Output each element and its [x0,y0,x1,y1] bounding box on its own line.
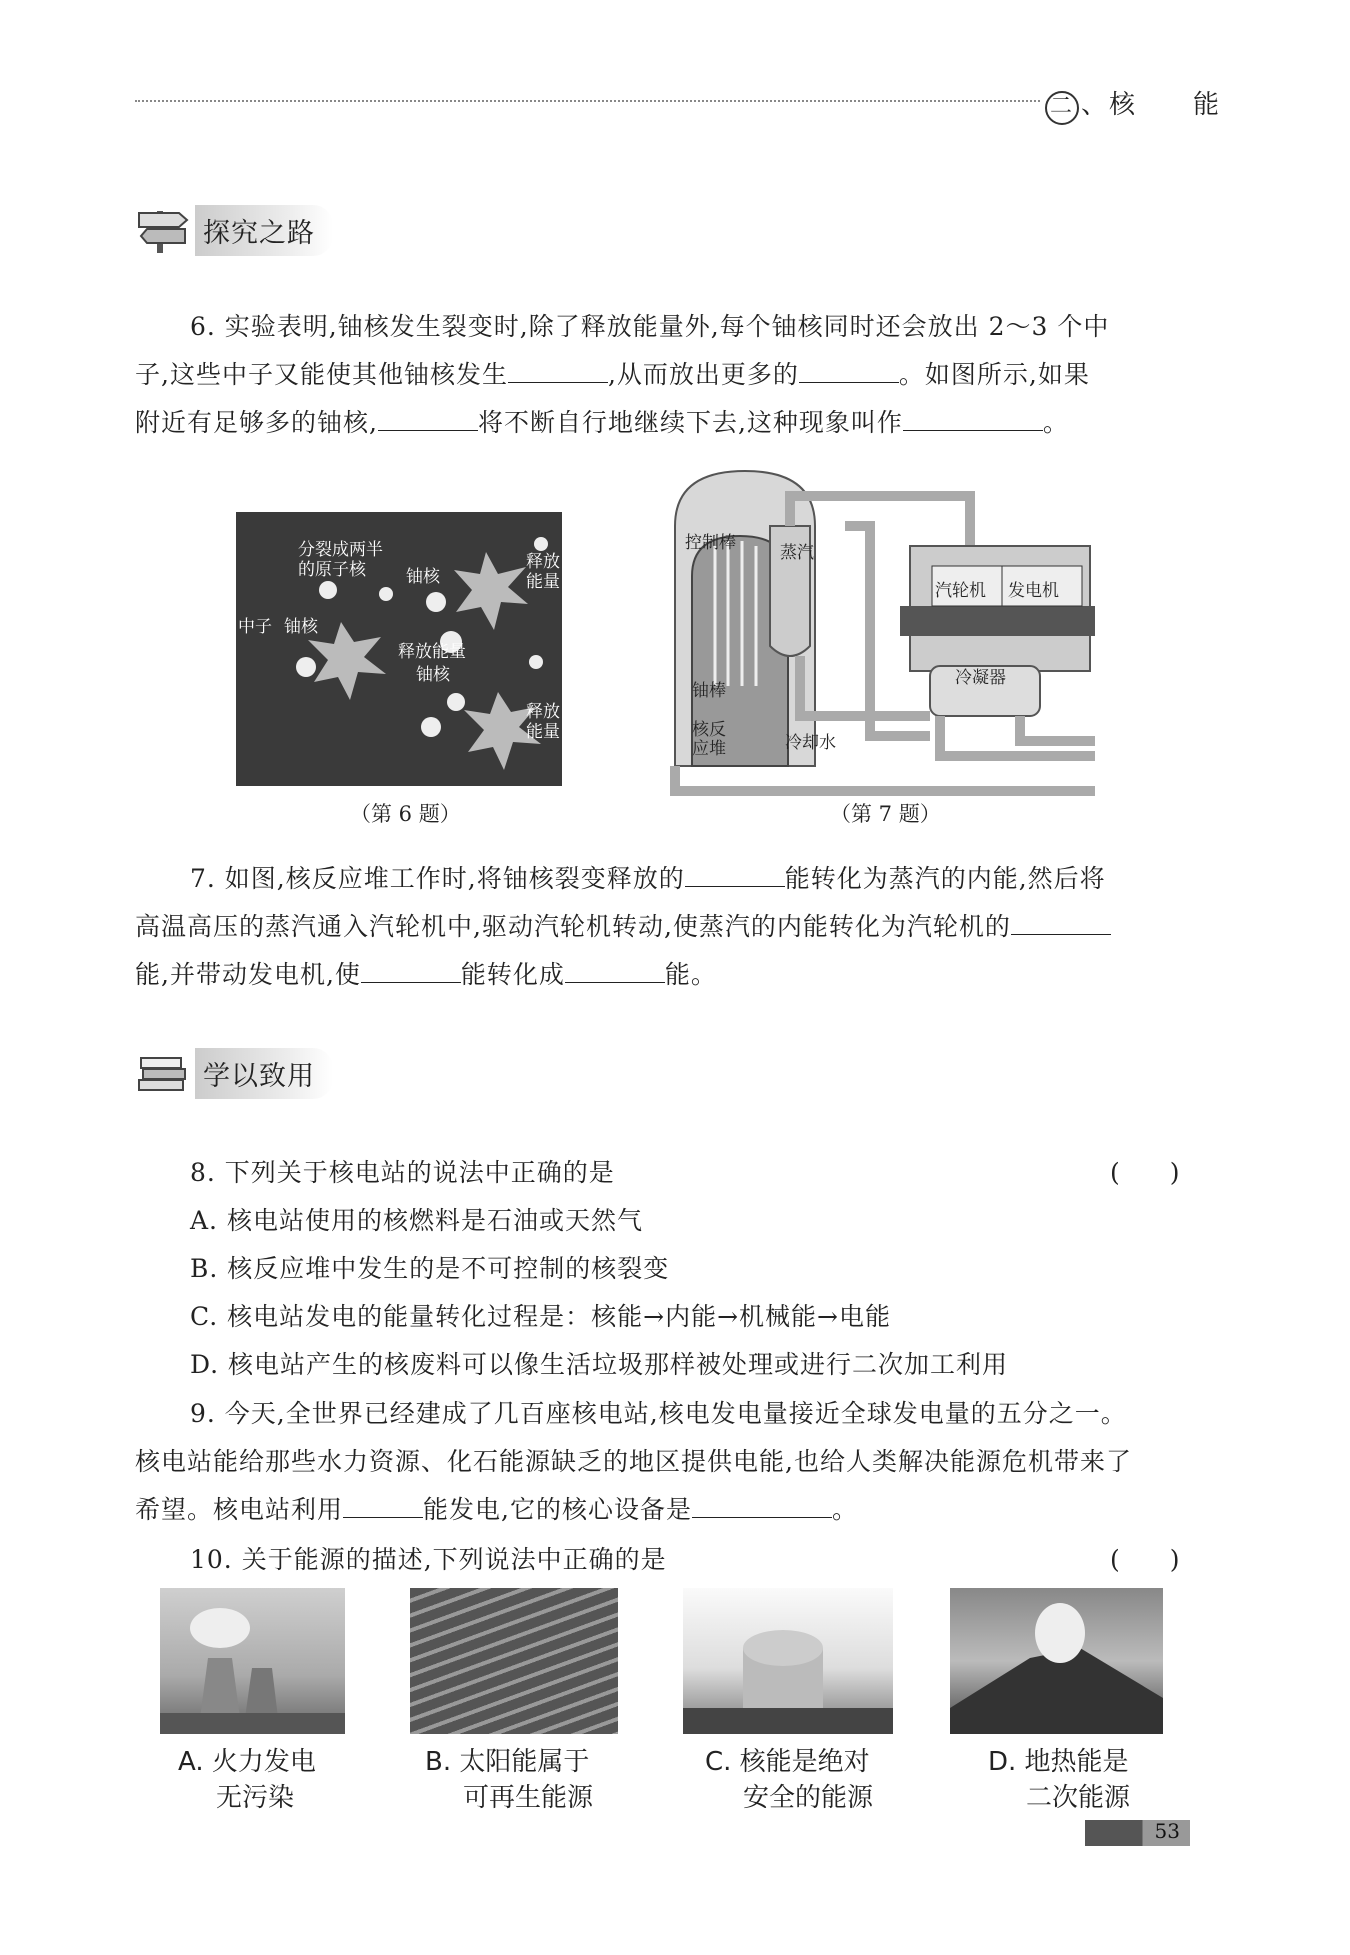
q9-text: 能发电,它的核心设备是 [423,1495,692,1524]
figure-6-caption: （第 6 题） [350,802,461,826]
q10-option-b[interactable]: B. 太阳能属于 可再生能源 [425,1747,594,1813]
nuclear-plant-diagram [670,466,1095,796]
label-condenser: 冷凝器 [955,668,1006,688]
answer-blank[interactable] [343,1495,423,1518]
answer-blank[interactable] [508,360,608,383]
section-badge-explore [135,205,333,255]
q8-option-b: B. 核反应堆中发生的是不可控制的核裂变 [190,1254,670,1283]
q7-text: 高温高压的蒸汽通入汽轮机中,驱动汽轮机转动,使蒸汽的内能转化为汽轮机的 [135,912,1011,941]
q8-option-d: D. 核电站产生的核废料可以像生活垃圾那样被处理或进行二次加工利用 [190,1350,1009,1379]
q8-option-c: C. 核电站发电的能量转化过程是：核能→内能→机械能→电能 [190,1302,891,1331]
q10-option-a[interactable]: A. 火力发电 无污染 [178,1747,316,1813]
figure-7-caption: （第 7 题） [830,802,941,826]
q7-text: 能转化为蒸汽的内能,然后将 [784,864,1106,893]
label-release-energy: 释放 能量 [526,702,560,742]
q9-text: 。 [831,1495,858,1524]
q8-answer-paren[interactable]: ( ) [1110,1158,1180,1187]
signpost-icon [135,205,195,255]
q6-text: 附近有足够多的铀核, [135,408,378,437]
q10-option-c[interactable]: C. 核能是绝对 安全的能源 [705,1747,874,1813]
q9-line-1: 9. 今天,全世界已经建成了几百座核电站,核电发电量接近全球发电量的五分之一。 [190,1399,1127,1428]
label-turbine: 汽轮机 [935,581,986,601]
section-title: 探究之路 [195,205,333,256]
label-uranium-rod: 铀棒 [692,681,726,701]
fission-chain-figure [236,512,562,786]
question-6 [135,303,1190,447]
chapter-title: 、核 能 [1081,90,1222,120]
label-split-halves: 分裂成两半 的原子核 [298,540,383,580]
books-icon [135,1048,195,1098]
page-number-tab [1085,1820,1190,1846]
label-neutron: 中子 [238,617,272,637]
answer-blank[interactable] [378,408,478,431]
answer-blank[interactable] [565,960,665,983]
label-release-energy: 释放能量 [398,642,466,662]
label-generator: 发电机 [1008,581,1059,601]
solar-panels-photo [410,1588,618,1734]
q10-answer-paren[interactable]: ( ) [1110,1545,1180,1574]
geothermal-photo [950,1588,1163,1734]
chapter-number: 二 [1045,91,1079,125]
label-control-rod: 控制棒 [685,533,736,553]
question-9 [135,1390,1190,1534]
label-reactor: 核反 应堆 [692,720,726,759]
q10-stem: 10. 关于能源的描述,下列说法中正确的是 [190,1545,667,1574]
label-cooling-water: 冷却水 [785,733,836,753]
q7-text: 能,并带动发电机,使 [135,960,361,989]
label-uranium: 铀核 [416,665,450,685]
answer-blank[interactable] [1011,912,1111,935]
thermal-power-photo [160,1588,345,1734]
answer-blank[interactable] [799,360,899,383]
chapter-header [1045,84,1221,125]
nuclear-plant-photo [683,1588,893,1734]
q8-option-a: A. 核电站使用的核燃料是石油或天然气 [190,1206,643,1235]
answer-blank[interactable] [361,960,461,983]
answer-blank[interactable] [685,864,785,887]
q6-text: 将不断自行地继续下去,这种现象叫作 [477,408,903,437]
q6-text: 子,这些中子又能使其他铀核发生 [135,360,508,389]
q7-text: 7. 如图,核反应堆工作时,将铀核裂变释放的 [190,864,685,893]
section-title: 学以致用 [195,1048,333,1099]
label-steam: 蒸汽 [780,543,814,563]
q7-text: 能转化成 [460,960,565,989]
answer-blank[interactable] [903,408,1043,431]
label-release-energy: 释放 能量 [526,552,560,592]
q7-text: 能。 [664,960,717,989]
question-7 [135,855,1190,999]
label-uranium: 铀核 [406,567,440,587]
answer-blank[interactable] [692,1495,832,1518]
q8-stem: 8. 下列关于核电站的说法中正确的是 [190,1158,615,1187]
q9-line-2: 核电站能给那些水力资源、化石能源缺乏的地区提供电能,也给人类解决能源危机带来了 [135,1447,1132,1476]
q6-line-1: 6. 实验表明,铀核发生裂变时,除了释放能量外,每个铀核同时还会放出 2～3 个中 [190,312,1110,341]
section-badge-apply [135,1048,333,1098]
header-rule [135,100,1040,102]
label-uranium: 铀核 [284,617,318,637]
page-number: 53 [1154,1819,1180,1843]
q6-text: ,从而放出更多的 [607,360,799,389]
q10-option-d[interactable]: D. 地热能是 二次能源 [988,1747,1131,1813]
q6-text: 。 [1042,408,1069,437]
q6-text: 。如图所示,如果 [898,360,1090,389]
q9-text: 希望。核电站利用 [135,1495,344,1524]
